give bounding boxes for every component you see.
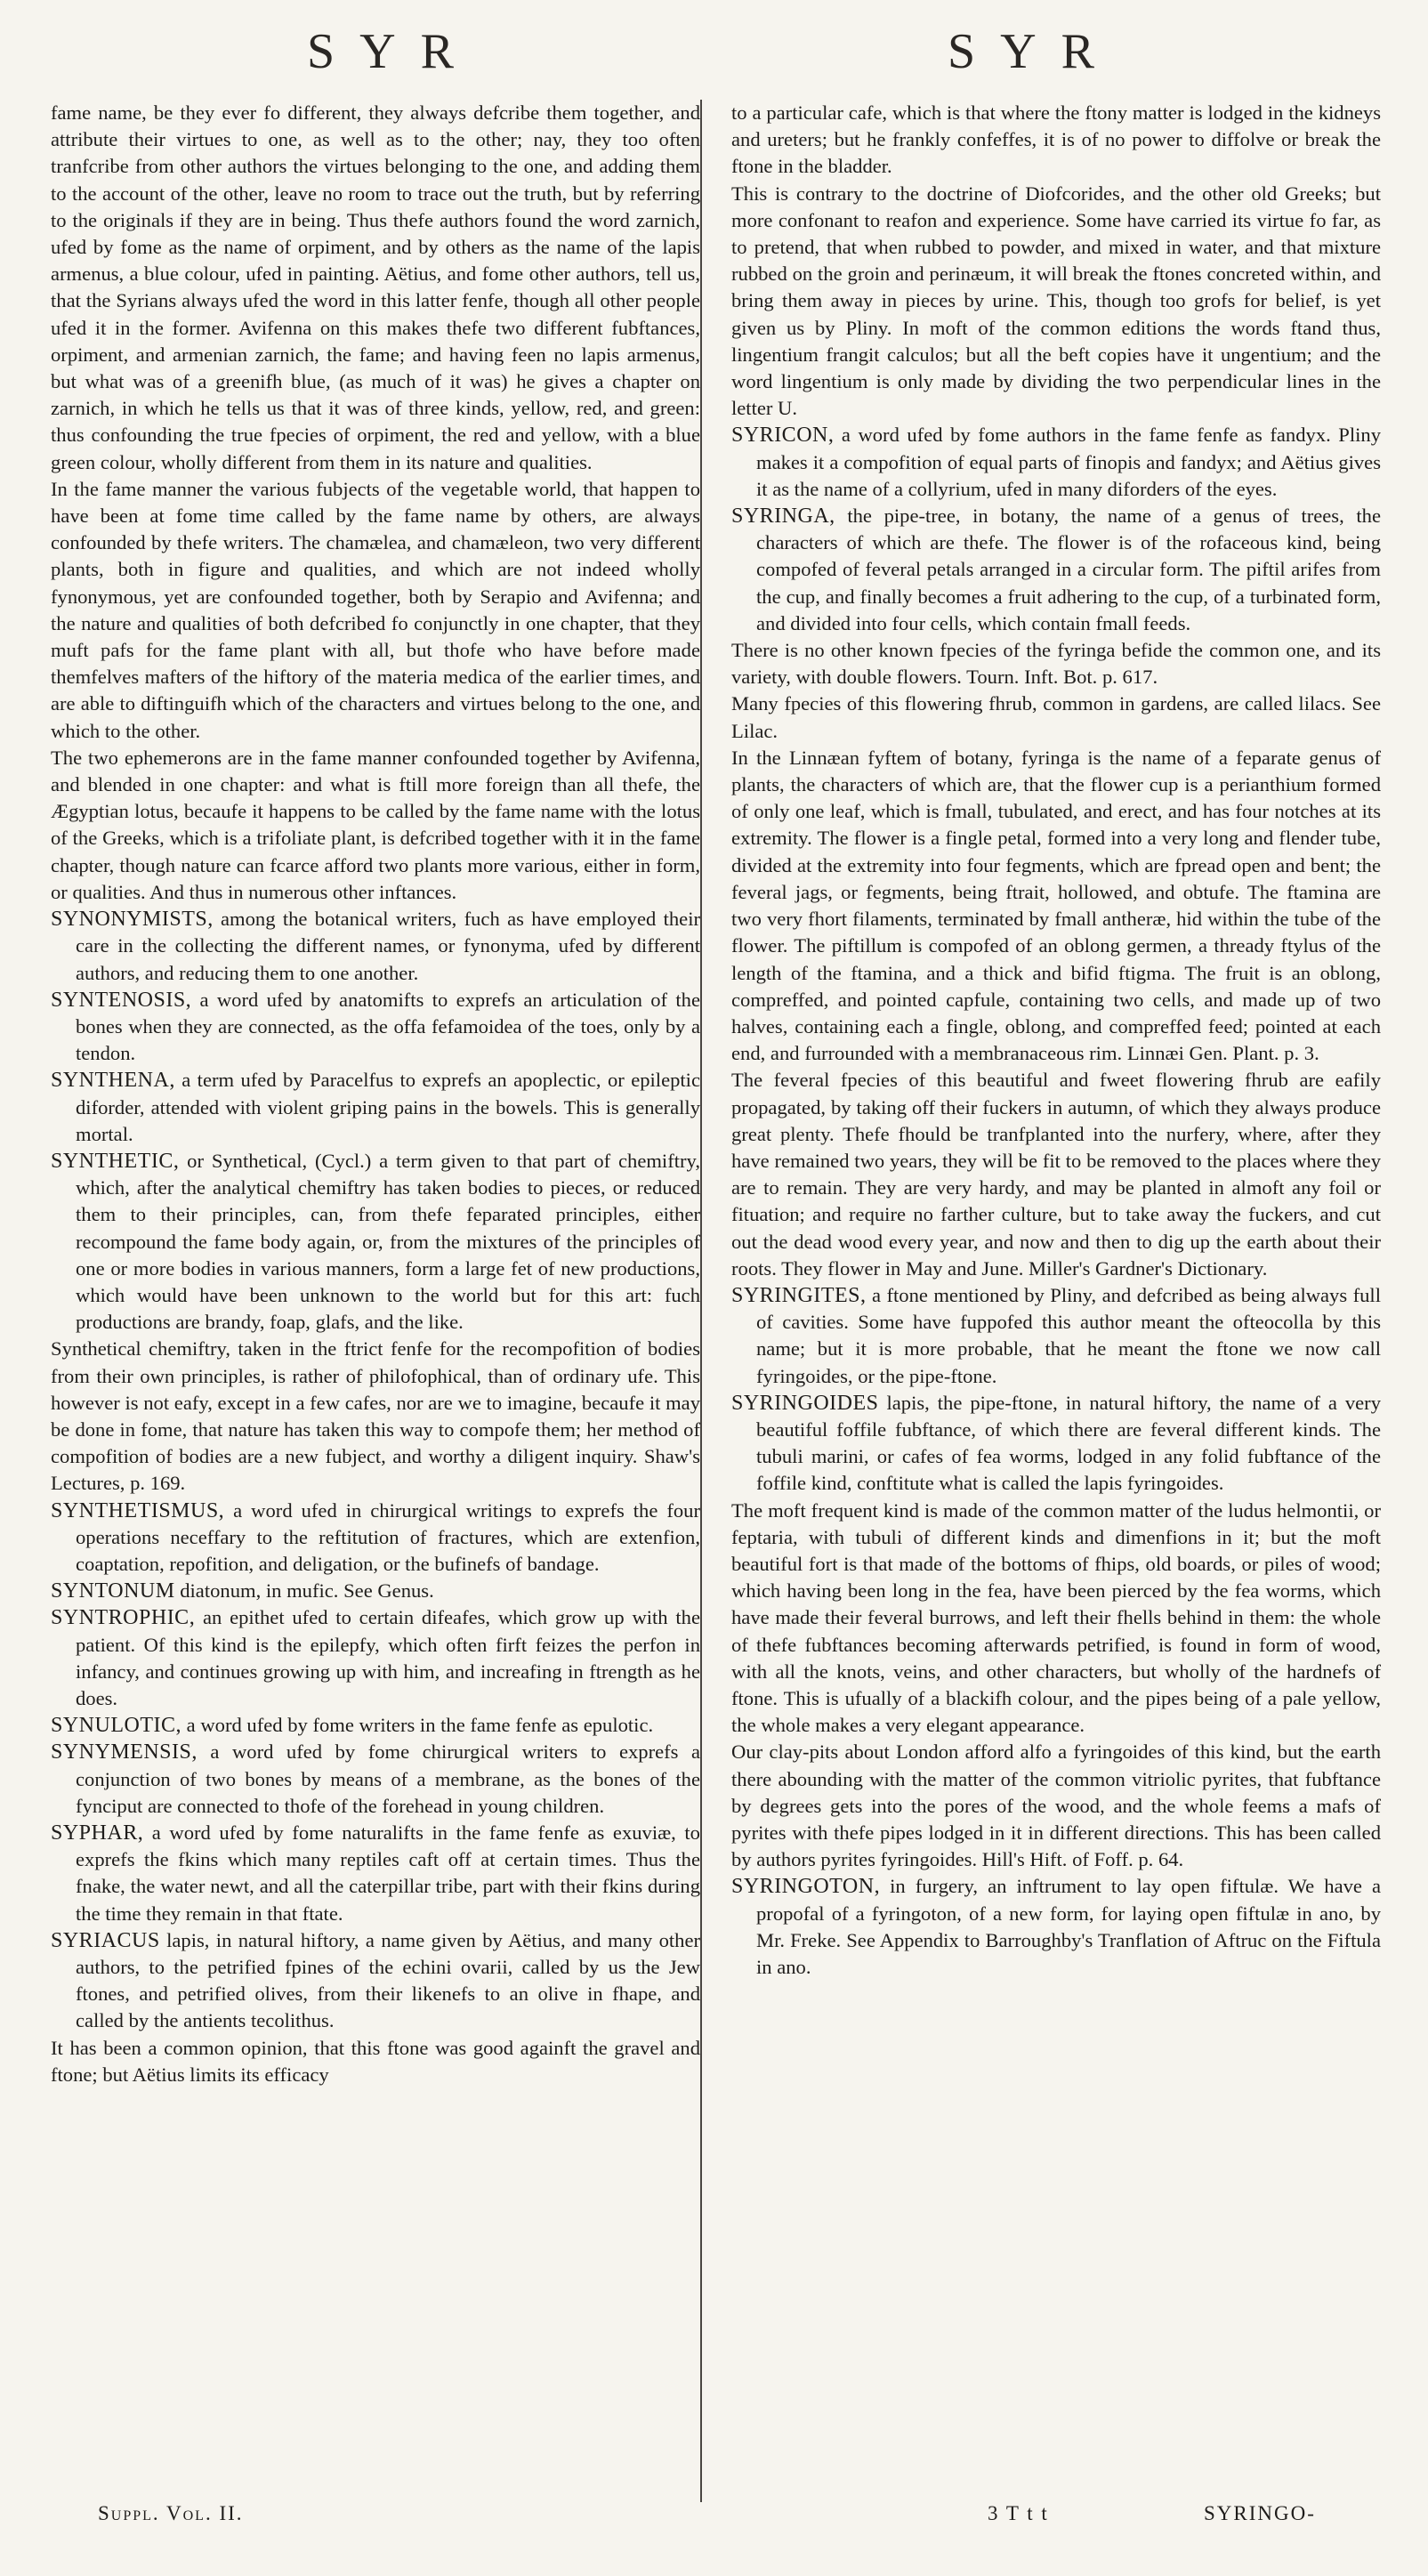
entry-headword: SYNTROPHIC,: [51, 1606, 196, 1630]
right-column: [731, 100, 1381, 1981]
paragraph: [731, 1739, 1381, 1873]
paragraph: [51, 1336, 700, 1497]
dictionary-entry: [51, 1578, 700, 1604]
page-signature: 3 T t t: [988, 2502, 1049, 2524]
entry-headword: SYNTHENA,: [51, 1069, 175, 1093]
dictionary-entry: [51, 1927, 700, 2035]
entry-headword: SYNTENOSIS,: [51, 988, 192, 1012]
dictionary-entry: [51, 1148, 700, 1336]
paragraph: [51, 476, 700, 745]
dictionary-entry: [51, 1712, 700, 1739]
running-head-left: SYR: [307, 24, 479, 79]
entry-headword: SYNTHETISMUS,: [51, 1498, 225, 1522]
dictionary-entry: [51, 906, 700, 987]
dictionary-entry: [731, 422, 1381, 503]
entry-headword: SYRINGA,: [731, 505, 835, 529]
left-column: [51, 100, 700, 2088]
entry-text: a word ufed by fome authors in the fame fenfe as fandyx. Pliny makes it a compofition of equal parts of finopis and fandyx; and Aëtius gives it as the name of a collyrium, ufed in many diforders of the eyes.: [756, 424, 1381, 500]
entry-headword: SYRINGOIDES: [731, 1391, 879, 1415]
paragraph: [731, 745, 1381, 1067]
entry-text: The moft frequent kind is made of the common matter of the ludus helmontii, or feptaria, with tubuli of different kinds and dimenfions in it; but the moft beautiful fort is that made of the bottoms of fhips, old boards, or piles of wood; which having been long in the fea, have been pierced by the fea worms, which have made their feveral burrows, and left their fhells behind in them: the whole of thefe fubftances becoming afterwards petrified, is found in form of wood, with all the knots, veins, and other characters, but wholly of the hardnefs of ftone. This is ufually of a blackifh colour, and the pipes being of a pale yellow, the whole makes a very elegant appearance.: [731, 1498, 1381, 1737]
entry-text: the pipe-tree, in botany, the name of a genus of trees, the characters of which are thefe. The flower is of the rofaceous kind, being compofed of feveral petals arranged in a circular form. The piftil arifes from the cup, and finally becomes a fruit adhering to the cup, of a turbinated form, and divided into four cells, which contain fmall feeds.: [756, 505, 1381, 634]
entry-text: It has been a common opinion, that this ftone was good againft the gravel and ftone; but Aëtius limits its efficacy: [51, 2036, 700, 2086]
paragraph: [731, 100, 1381, 181]
entry-text: an epithet ufed to certain difeafes, which grow up with the patient. Of this kind is the epilepfy, which often firft feizes the perfon in infancy, and continues growing up with him, and increafing in ftrength as he does.: [76, 1606, 700, 1709]
entry-text: fame name, be they ever fo different, they always defcribe them together, and attribute their virtues to one, as well as to the other; nay, they too often tranfcribe from other authors the virtues belonging to the one, and adding them to the account of the other, leave no room to trace out the truth, but by referring to the originals if they are in being. Thus thefe authors found the word zarnich, ufed by fome as the name of orpiment, and by others as the name of the lapis armenus, a blue colour, ufed in painting. Aëtius, and fome other authors, tell us, that the Syrians always ufed the word in this latter fenfe, though all other people ufed it in the former. Avifenna on this makes thefe two different fubftances, orpiment, and armenian zarnich, the fame; and having feen no lapis armenus, but what was of a greenifh blue, (as much of it was) he gives a chapter on zarnich, in which he tells us that it was of three kinds, yellow, red, and green: thus confounding the true fpecies of orpiment, the red and yellow, with a blue green colour, wholly different from them in its nature and qualities.: [51, 101, 700, 473]
entry-headword: SYNULOTIC,: [51, 1714, 182, 1738]
paragraph: [731, 690, 1381, 744]
entry-text: This is contrary to the doctrine of Diofcorides, and the other old Greeks; but more confonant to reafon and experience. Some have carried its virtue fo far, as to pretend, that when rubbed to powder, and mixed in water, and that mixture rubbed on the groin and perinæum, it will break the ftones concreted within, and bring them away in pieces by urine. This, though too grofs for belief, is yet given us by Pliny. In moft of the common editions the words ftand thus, lingentium frangit calculos; but all the beft copies have it ungentium; and the word lingentium is only made by dividing the two perpendicular lines in the letter U.: [731, 182, 1381, 420]
entry-headword: SYNTHETIC,: [51, 1149, 180, 1173]
dictionary-entry: [51, 987, 700, 1068]
entry-text: lapis, the pipe-ftone, in natural hiftory, the name of a very beautiful foffile fubftance, of which there are feveral different kinds. The tubuli marini, or cafes of fea worms, lodged in any folid fubftance of the foffile kind, conftitute what is called the lapis fyringoides.: [756, 1391, 1381, 1495]
entry-text: Synthetical chemiftry, taken in the ftrict fenfe for the recompofition of bodies from their own principles, is rather of philofophical, than of ordinary ufe. This however is not eafy, except in a few cafes, nor are we to imagine, becaufe it may be done in fome, that nature has taken this way to compofe them; her method of compofition of bodies are a new fubject, and worthy a diligent inquiry. Shaw's Lectures, p. 169.: [51, 1337, 700, 1495]
entry-text: The two ephemerons are in the fame manner confounded together by Avifenna, and blended in one chapter: and what is ftill more foreign than all thefe, the Ægyptian lotus, becaufe it happens to be called by the fame name with the lotus of the Greeks, which is a trifoliate plant, is defcribed together with it in the fame chapter, though nature can fcarce afford two plants more various, either in form, or qualities. And thus in numerous other inftances.: [51, 746, 700, 903]
dictionary-entry: [51, 1604, 700, 1712]
paragraph: [731, 1498, 1381, 1740]
entry-text: Our clay-pits about London afford alfo a fyringoides of this kind, but the earth there abounding with the matter of the common vitriolic pyrites, that fubftance by degrees gets into the pores of the wood, and the whole feems a mafs of pyrites with thefe pipes lodged in it in different directions. This has been called by authors pyrites fyringoides. Hill's Hift. of Foff. p. 64.: [731, 1740, 1381, 1871]
entry-text: lapis, in natural hiftory, a name given by Aëtius, and many other authors, to the petrified fpines of the echini ovarii, called by us the Jew ftones, and petrified olives, from their likenefs to an olive in fhape, and called by the antients tecolithus.: [76, 1928, 700, 2032]
entry-text: a word ufed by anatomifts to exprefs an articulation of the bones when they are connected, as the offa fefamoidea of the toes, only by a tendon.: [76, 988, 700, 1065]
running-head-right: SYR: [948, 24, 1119, 79]
entry-text: Many fpecies of this flowering fhrub, common in gardens, are called lilacs. See Lilac.: [731, 692, 1381, 742]
paragraph: [731, 637, 1381, 690]
dictionary-entry: [731, 1390, 1381, 1498]
entry-headword: SYNYMENSIS,: [51, 1740, 198, 1764]
dictionary-entry: [51, 1067, 700, 1148]
entry-text: in furgery, an inftrument to lay open fiftulæ. We have a propofal of a fyringoton, of a new form, for laying open fiftulæ in ano, by Mr. Freke. See Appendix to Barroughby's Tranflation of Aftruc on the Fiftula in ano.: [756, 1875, 1381, 1979]
entry-text: a word ufed by fome writers in the fame fenfe as epulotic.: [186, 1714, 654, 1737]
entry-text: a ftone mentioned by Pliny, and defcribed as being always full of cavities. Some have fuppofed this author meant the ofteocolla by this name; but it is more probable, that he meant the ftone we now call fyringoides, or the pipe-ftone.: [756, 1283, 1381, 1387]
entry-text: a word ufed by fome naturalifts in the fame fenfe as exuviæ, to exprefs the fkins which many reptiles caft off at certain times. Thus the fnake, the water newt, and all the caterpillar tribe, part with their fkins during the time they remain in that ftate.: [76, 1821, 700, 1925]
dictionary-entry: [731, 503, 1381, 637]
catchword: SYRINGO-: [1204, 2502, 1316, 2524]
entry-headword: SYRICON,: [731, 424, 835, 448]
entry-headword: SYRINGOTON,: [731, 1875, 881, 1899]
entry-text: In the Linnæan fyftem of botany, fyringa is the name of a feparate genus of plants, the characters of which are, that the flower cup is a perianthium formed of only one leaf, which is fmall, tubulated, and erect, and has four notches at its extremity. The flower is a fingle petal, formed into a very long and flender tube, divided at the extremity into four fegments, which are fpread open and bent; the feveral jags, or fegments, being ftrait, hollowed, and obtufe. The ftamina are two very fhort filaments, terminated by fmall antheræ, hid within the tube of the flower. The piftillum is compofed of an oblong germen, a thready ftylus of the length of the ftamina, and a thick and bifid ftigma. The fruit is an oblong, compreffed, and pointed capfule, containing two cells, and made up of two halves, containing each a fingle, oblong, and compreffed feed; pointed at each end, and furrounded with a membranaceous rim. Linnæi Gen. Plant. p. 3.: [731, 746, 1381, 1065]
entry-text: There is no other known fpecies of the fyringa befide the common one, and its variety, with double flowers. Tourn. Inft. Bot. p. 617.: [731, 639, 1381, 689]
entry-text: a word ufed in chirurgical writings to exprefs the four operations neceffary to the reftitution of fractures, which are extenfion, coaptation, repofition, and deligation, or the bufinefs of bandage.: [76, 1498, 700, 1575]
entry-headword: SYNONYMISTS,: [51, 908, 214, 932]
paragraph: [51, 745, 700, 906]
column-divider: [700, 100, 702, 2502]
entry-text: a term ufed by Paracelfus to exprefs an apoplectic, or epileptic diforder, attended with violent griping pains in the bowels. This is generally mortal.: [76, 1069, 700, 1145]
dictionary-entry: [51, 1739, 700, 1820]
dictionary-entry: [731, 1873, 1381, 1981]
entry-text: to a particular cafe, which is that where the ftony matter is lodged in the kidneys and ureters; but he frankly confeffes, it is of no power to diffolve or break the ftone in the bladder.: [731, 101, 1381, 178]
dictionary-entry: [51, 1820, 700, 1927]
entry-headword: SYNTONUM: [51, 1579, 175, 1603]
entry-text: a word ufed by fome chirurgical writers to exprefs a conjunction of two bones by means of a membrane, as the bones of the fynciput are connected to thofe of the forehead in young children.: [76, 1740, 700, 1817]
entry-text: The feveral fpecies of this beautiful and fweet flowering fhrub are eafily propagated, by taking off their fuckers in autumn, of which they always produce great plenty. Thefe fhould be tranfplanted into the nurfery, where, after they have remained two years, they will be fit to be removed to the places where they are to remain. They are very hardy, and may be planted in almoft any foil or fituation; and require no farther culture, but to take away the fuckers, and cut out the dead wood every year, and now and then to dig up the earth about their roots. They flower in May and June. Miller's Gardner's Dictionary.: [731, 1069, 1381, 1280]
entry-text: In the fame manner the various fubjects of the vegetable world, that happen to have been at fome time called by the fame name by others, are always confounded by thefe writers. The chamælea, and chamæleon, two very different plants, both in figure and qualities, and which are not indeed wholly fynonymous, yet are confounded together, both by Serapio and Avifenna; and the nature and qualities of both defcribed fo conjunctly in one chapter, that they muft pafs for the fame plant with all, but thofe who have before made themfelves mafters of the hiftory of the materia medica of the earlier times, and are able to diftinguifh which of the characters and virtues belong to the one, and which to the other.: [51, 477, 700, 742]
dictionary-entry: [731, 1282, 1381, 1390]
entry-text: or Synthetical, (Cycl.) a term given to that part of chemiftry, which, after the analytical chemiftry has taken bodies to pieces, or reduced them to their principles, can, from thefe feparated principles, either recompound the fame body again, or, from the mixtures of the principles of one or more bodies in various manners, form a large fet of new productions, which would have been unknown to the world but for this art: fuch productions are brandy, foap, glafs, and the like.: [76, 1149, 700, 1334]
entry-text: diatonum, in mufic. See Genus.: [180, 1579, 434, 1603]
entry-headword: SYRINGITES,: [731, 1283, 867, 1307]
signature-mark: Suppl. Vol. II.: [98, 2502, 244, 2524]
paragraph: [51, 100, 700, 476]
entry-headword: SYRIACUS: [51, 1928, 160, 1952]
paragraph: [51, 2035, 700, 2088]
dictionary-entry: [51, 1498, 700, 1579]
entry-text: among the botanical writers, fuch as have employed their care in the collecting the different names, or fynonyma, ufed by different authors, and reducing them to one another.: [76, 908, 700, 984]
paragraph: [731, 1067, 1381, 1282]
paragraph: [731, 181, 1381, 423]
entry-headword: SYPHAR,: [51, 1821, 144, 1845]
